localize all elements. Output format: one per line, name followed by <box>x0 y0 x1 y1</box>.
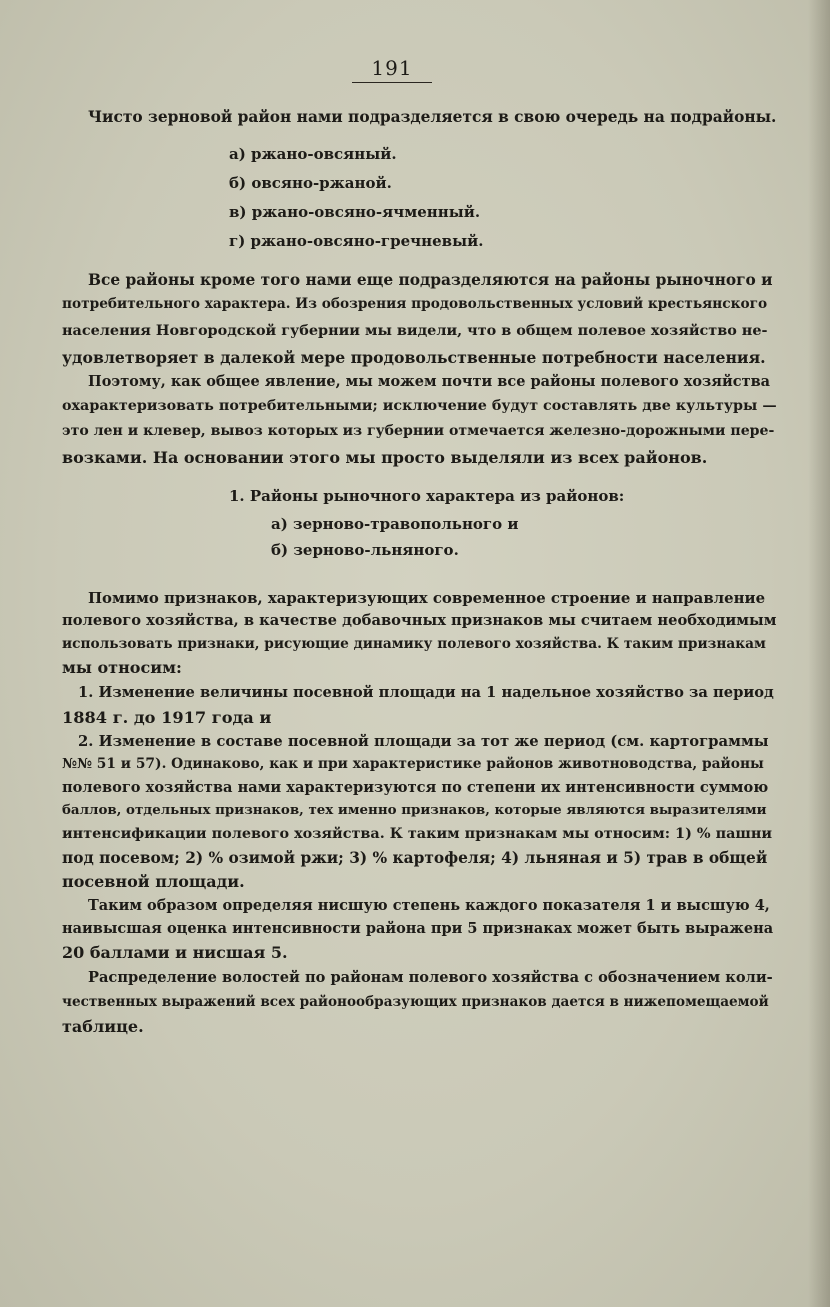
para2-line: Поэтому, как общее явление, мы можем почти все районы полевого хозяйства <box>88 373 771 390</box>
para3-line: полевого хозяйства, в качестве добавочных признаков мы считаем необходимым <box>62 612 777 629</box>
para2-line: возками. На основании этого мы просто выделяли из всех районов. <box>62 448 708 467</box>
subregion-c: в) ржано-овсяно-ячменный. <box>229 203 481 221</box>
para3-line: мы относим: <box>62 658 182 677</box>
item2-line: под посевом; 2) % озимой ржи; 3) % картофеля; 4) льняная и 5) трав в общей <box>62 849 768 867</box>
item2-line: 2. Изменение в составе посевной площади за тот же период (см. картограммы <box>78 733 769 750</box>
item1-line: 1. Изменение величины посевной площади на 1 надельное хозяйство за период <box>78 684 774 701</box>
para5-line: Распределение волостей по районам полевого хозяйства с обозначением коли- <box>88 969 773 986</box>
item2-line: посевной площади. <box>62 872 245 891</box>
subregion-b: б) овсяно-ржаной. <box>229 174 392 192</box>
para2-line: охарактеризовать потребительными; исключение будут составлять две культуры — <box>62 398 777 414</box>
subregion-a: а) ржано-овсяный. <box>229 145 397 163</box>
item2-line: баллов, отдельных признаков, тех именно признаков, которые являются выразителями <box>62 802 767 818</box>
market-item-a: а) зерново-травопольного и <box>271 515 519 533</box>
item2-line: полевого хозяйства нами характеризуются по степени их интенсивности суммою <box>62 779 769 796</box>
para1-line: потребительного характера. Из обозрения продовольственных условий крестьянского <box>62 296 768 312</box>
item1-line: 1884 г. до 1917 года и <box>62 708 272 727</box>
para2-line: это лен и клевер, вывоз которых из губернии отмечается железно-дорожными пере- <box>62 423 775 439</box>
page-edge-shadow <box>808 0 830 1307</box>
para5-line: чественных выражений всех районообразующих признаков дается в нижепомещаемой <box>62 994 769 1010</box>
item2-line: №№ 51 и 57). Одинаково, как и при характеристике районов животноводства, районы <box>62 756 764 772</box>
para1-line: Все районы кроме того нами еще подразделяются на районы рыночного и <box>88 271 773 289</box>
subregion-d: г) ржано-овсяно-гречневый. <box>229 232 484 250</box>
market-heading: 1. Районы рыночного характера из районов: <box>229 487 625 505</box>
para4-line: 20 баллами и нисшая 5. <box>62 943 288 962</box>
para4-line: Таким образом определяя нисшую степень каждого показателя 1 и высшую 4, <box>88 897 770 914</box>
para3-line: Помимо признаков, характеризующих современное строение и направление <box>88 589 766 607</box>
para4-line: наивысшая оценка интенсивности района при 5 признаках может быть выражена <box>62 920 774 937</box>
intro-line: Чисто зерновой район нами подразделяется в свою очередь на подрайоны. <box>88 108 777 126</box>
market-item-b: б) зерново-льняного. <box>271 541 459 559</box>
para1-line: удовлетворяет в далекой мере продовольственные потребности населения. <box>62 348 766 367</box>
page-number: 191 <box>352 56 432 83</box>
para5-line: таблице. <box>62 1017 144 1036</box>
item2-line: интенсификации полевого хозяйства. К таким признакам мы относим: 1) % пашни <box>62 825 773 842</box>
para3-line: использовать признаки, рисующие динамику полевого хозяйства. К таким признакам <box>62 636 766 652</box>
para1-line: населения Новгородской губернии мы видели, что в общем полевое хозяйство не- <box>62 322 768 339</box>
